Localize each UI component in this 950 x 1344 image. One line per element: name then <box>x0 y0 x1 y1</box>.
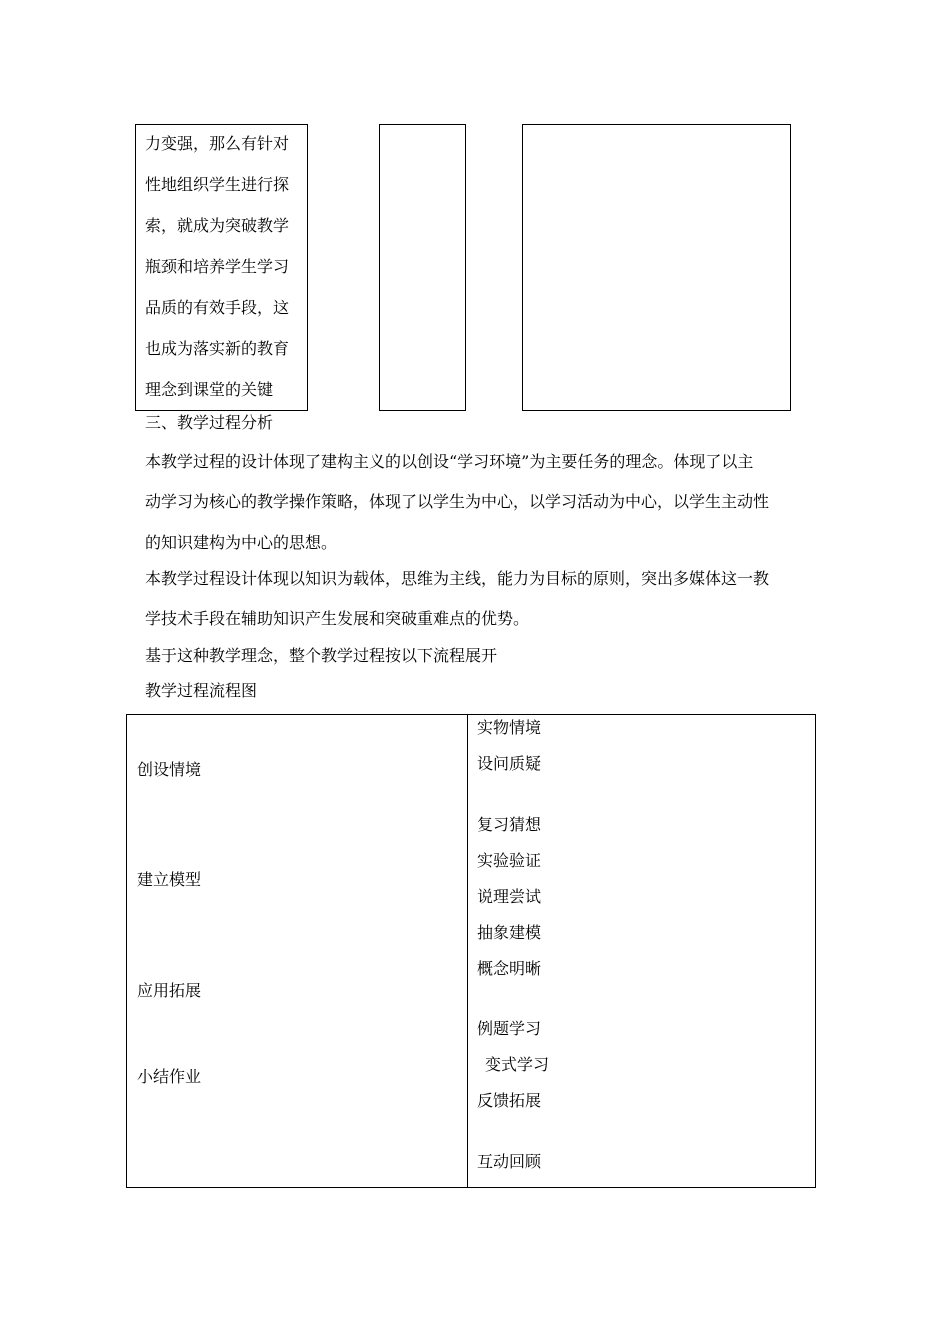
paragraph-1-line: 本教学过程的设计体现了建构主义的以创设“学习环境”为主要任务的理念。体现了以主 <box>145 452 754 471</box>
flow-chart-title: 教学过程流程图 <box>145 681 258 700</box>
section-heading: 三、教学过程分析 <box>145 413 274 432</box>
paragraph-1-line: 的知识建构为中心的思想。 <box>145 533 338 552</box>
stage-create-situation: 创设情境 <box>137 760 202 779</box>
paragraph-2-line: 学技术手段在辅助知识产生发展和突破重难点的优势。 <box>145 609 530 628</box>
paragraph-2-line: 本教学过程设计体现以知识为载体，思维为主线，能力为目标的原则，突出多媒体这一教 <box>145 569 770 588</box>
left-box-line: 理念到课堂的关键 <box>145 380 274 399</box>
left-box-line: 索，就成为突破教学 <box>145 216 290 235</box>
step-item: 例题学习 <box>477 1019 542 1038</box>
paragraph-3: 基于这种教学理念，整个教学过程按以下流程展开 <box>145 646 498 665</box>
table-divider <box>467 715 468 1187</box>
stage-apply-extend: 应用拓展 <box>137 981 202 1000</box>
left-box-line: 品质的有效手段，这 <box>145 298 290 317</box>
paragraph-1-line: 动学习为核心的教学操作策略，体现了以学生为中心，以学习活动为中心，以学生主动性 <box>145 492 770 511</box>
left-box-line: 瓶颈和培养学生学习 <box>145 257 290 276</box>
step-item: 概念明晰 <box>477 959 542 978</box>
middle-empty-box <box>379 124 466 411</box>
left-box-line: 也成为落实新的教育 <box>145 339 290 358</box>
left-box-line: 力变强，那么有针对 <box>145 134 290 153</box>
step-item: 抽象建模 <box>477 923 542 942</box>
step-item: 变式学习 <box>485 1055 550 1074</box>
step-item: 设问质疑 <box>477 754 542 773</box>
right-empty-box <box>522 124 791 411</box>
step-item: 反馈拓展 <box>477 1091 542 1110</box>
stage-summary-homework: 小结作业 <box>137 1067 202 1086</box>
step-item: 互动回顾 <box>477 1152 542 1171</box>
left-box-line: 性地组织学生进行探 <box>145 175 290 194</box>
step-item: 说理尝试 <box>477 887 542 906</box>
step-item: 实验验证 <box>477 851 542 870</box>
step-item: 复习猜想 <box>477 815 542 834</box>
step-item: 实物情境 <box>477 718 542 737</box>
left-text-box <box>135 124 308 411</box>
stage-build-model: 建立模型 <box>137 870 202 889</box>
flow-chart-table <box>126 714 816 1188</box>
